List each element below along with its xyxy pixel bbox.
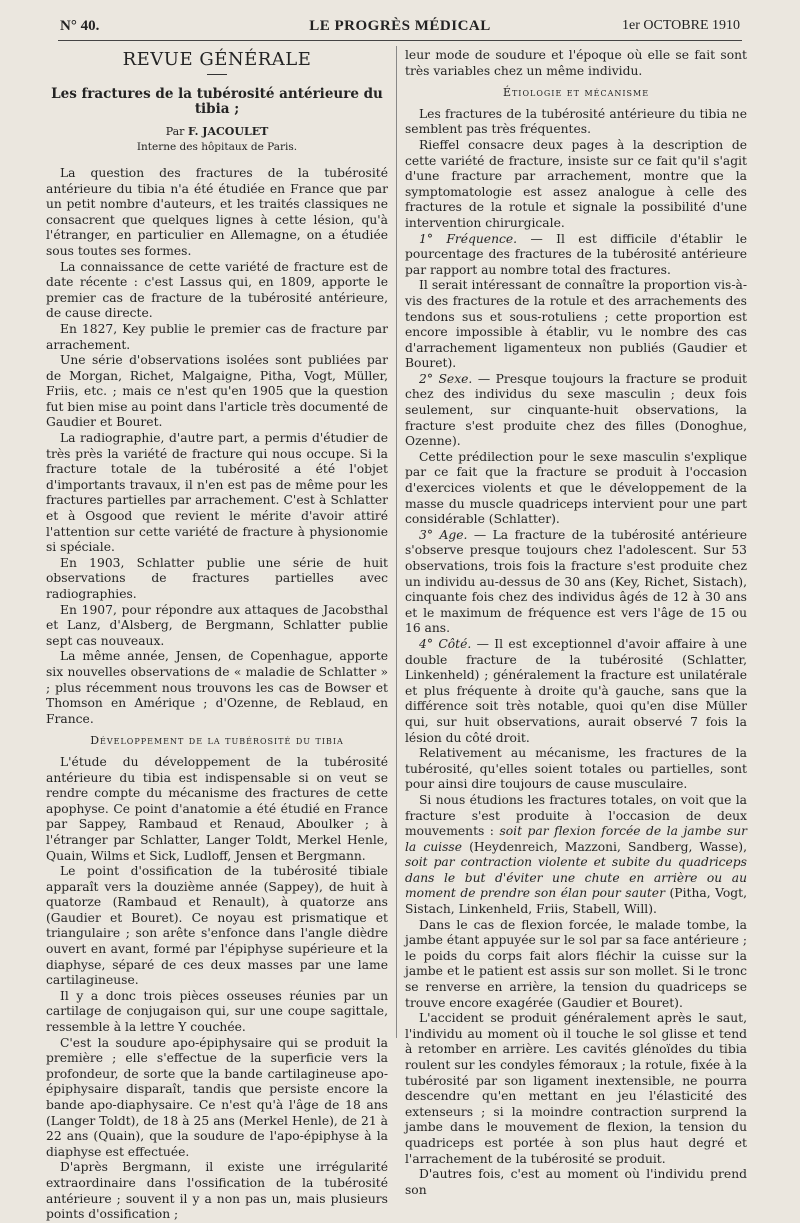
paragraph: Le point d'ossification de la tubérosité tibiale apparaît vers la douzième année (Sappey), de huit à quatorze (Rambaud et Renault), à quatorze ans (Gaudier et Bouret). Ce noyau est prismatique et triangulaire ; son arête s'enfonce dans l'angle dièdre ouvert en avant, formé par l'épiphyse supérieure et la diaphyse, séparé de ces deux masses par une lame cartilagineuse. (46, 864, 388, 988)
rubric-title: REVUE GÉNÉRALE (122, 49, 312, 70)
section-heading: Étiologie et mécanisme (502, 86, 650, 100)
paragraph: L'étude du développement de la tubérosité antérieure du tibia est indispensable si on veut se rendre compte du mécanisme des fractures de cette apophyse. Ce point d'anatomie a été étudié en France par Sappey, Rambaud et Renaud, Aboulker ; à l'étranger par Schlatter, Langer Toldt, Merkel Henle, Quain, Wilms et Sick, Ludloff, Jensen et Bergmann. (46, 754, 388, 863)
paragraph: Il serait intéressant de connaître la proportion vis-à-vis des fractures de la rotule et des arrachements des tendons sus et sous-rotuliens ; cette proportion est encore impossible à établir, vu le nombre des cas d'arrachement ligamenteux non publiés (Gaudier et Bouret). (405, 278, 747, 371)
paragraph-text: — La fracture de la tubérosité antérieure s'observe presque toujours chez l'adolescent. Sur 53 observations, trois fois la fracture s'est produite chez un individu au-dessus de 30 ans (Key, Richet, Sistach), cinquante fois chez des individus âgés de 12 à 30 ans et le maximum de fréquence est vers l'âge de 15 ou 16 ans. (405, 527, 747, 636)
article-title: Les fractures de la tubérosité antérieure du tibia ; (51, 85, 383, 118)
paragraph: Il y a donc trois pièces osseuses réunies par un cartilage de conjugaison qui, sur une coupe sagittale, ressemble à la lettre Y couchée. (46, 988, 388, 1035)
issue-date: 1er OCTOBRE 1910 (622, 18, 740, 33)
paragraph-age (405, 528, 747, 637)
subheading-label: 4° Côté. (419, 636, 472, 651)
paragraph-cote (405, 637, 747, 746)
paragraph-text: — Presque toujours la fracture se produit chez des individus du sexe masculin ; deux fois seulement, sur cinquante-huit observations, la fracture s'est produite chez des filles (Donoghue, Ozenne). (405, 371, 747, 449)
paragraph: La radiographie, d'autre part, a permis d'étudier de très près la variété de fracture qui nous occupe. Si la fracture totale de la tubérosité a été l'objet d'importants travaux, il n'en est pas de même pour les fractures partielles par arrachement. C'est à Schlatter et à Osgood que revient le mérite d'avoir attiré l'attention sur cette variété de fracture à physionomie si spéciale. (46, 431, 388, 555)
subheading-label: 3° Age. (419, 527, 468, 542)
paragraph: D'après Bergmann, il existe une irrégularité extraordinaire dans l'ossification de la tubérosité antérieure ; souvent il y a non pas un, mais plusieurs points d'ossification ; (46, 1160, 388, 1222)
paragraph-mechanism (405, 793, 747, 918)
paragraph-text: — Il est exceptionnel d'avoir affaire à une double fracture de la tubérosité (Schlatter, Linkenheld) ; généralement la fracture est unilatérale et plus fréquente à droite qu'à gauche, sans que la différence soit très notable, quoi qu'en dise Müller qui, sur huit observations, aurait observé 7 fois la lésion du côté droit. (405, 636, 747, 745)
paragraph: Cette prédilection pour le sexe masculin s'explique par ce fait que la fracture se produit à l'occasion d'exercices violents et que le développement de la masse du muscle quadriceps intervient pour une part considérable (Schlatter). (405, 449, 747, 527)
rubric-rule (207, 74, 227, 75)
paragraph-text: (Heydenreich, Mazzoni, Sandberg, Wasse), (462, 839, 747, 854)
paragraph: C'est la soudure apo-épiphysaire qui se produit la première ; elle s'effectue de la superficie vers la profondeur, de sorte que la bande cartilagineuse apo-épiphysaire disparaît, tandis que persiste encore la bande apo-diaphysaire. Ce n'est qu'à l'âge de 18 ans (Langer Toldt), de 18 à 25 ans (Merkel Henle), de 21 à 22 ans (Quain), que la soudure de l'apo-épiphyse à la diaphyse est effectuée. (46, 1035, 388, 1159)
issue-number: N° 40. (60, 18, 100, 34)
paragraph: La question des fractures de la tubérosité antérieure du tibia n'a été étudiée en France que par un petit nombre d'auteurs, et les traités classiques ne consacrent que quelques lignes à cette lésion, qu'à l'étranger, en particulier en Allemagne, on a étudiée sous toutes ses formes. (46, 165, 388, 258)
paragraph: La connaissance de cette variété de fracture est de date récente : c'est Lassus qui, en 1809, apporte le premier cas de fracture de la tubérosité antérieure, de cause directe. (46, 259, 388, 321)
section-heading: Développement de la tubérosité du tibia (90, 734, 344, 748)
author-line (46, 124, 388, 140)
page-header (58, 10, 742, 41)
paragraph: La même année, Jensen, de Copenhague, apporte six nouvelles observations de « maladie de Schlatter » ; plus récemment nous trouvons les cas de Bowser et Thomson en Amérique ; d'Ozenne, de Reblaud, en France. (46, 649, 388, 726)
paragraph-sexe (405, 372, 747, 450)
journal-title: LE PROGRÈS MÉDICAL (309, 18, 491, 34)
author-affiliation: Interne des hôpitaux de Paris. (136, 141, 298, 154)
column-divider (396, 46, 397, 1038)
paragraph: Relativement au mécanisme, les fractures de la tubérosité, qu'elles soient totales ou partielles, sont pour ainsi dire toujours de cause musculaire. (405, 746, 747, 792)
paragraph: Une série d'observations isolées sont publiées par de Morgan, Richet, Malgaigne, Pitha, Vogt, Müller, Friis, etc. ; mais ce n'est qu'en 1905 que la question fut bien mise au point dans l'article très documenté de Gaudier et Bouret. (46, 353, 388, 430)
author-name: F. JACOULET (187, 124, 269, 138)
paragraph: L'accident se produit généralement après le saut, l'individu au moment où il touche le sol glisse et tend à retomber en arrière. Les cavités glénoïdes du tibia roulent sur les condyles fémoraux ; la rotule, fixée à la tubérosité par son ligament inextensible, ne pourra descendre qu'en mettant en jeu l'élasticité des extenseurs ; si la moindre contraction surprend la jambe dans le mouvement de flexion, la tension du quadriceps est portée à son plus haut degré et l'arrachement de la tubérosité se produit. (405, 1011, 747, 1166)
paragraph: Dans le cas de flexion forcée, le malade tombe, la jambe étant appuyée sur le sol par sa face antérieure ; le poids du corps fait alors fléchir la cuisse sur la jambe et le patient est assis sur son mollet. Si le tronc se renverse en arrière, la tension du quadriceps se trouve encore exagérée (Gaudier et Bouret). (405, 917, 747, 1010)
paragraph: En 1903, Schlatter publie une série de huit observations de fractures partielles avec radiographies. (46, 555, 388, 601)
paragraph: En 1907, pour répondre aux attaques de Jacobsthal et Lanz, d'Alsberg, de Bergmann, Schlatter publie sept cas nouveaux. (46, 602, 388, 648)
paragraph: D'autres fois, c'est au moment où l'individu prend son (405, 1167, 747, 1197)
italic-text: soit par flexion forcée de la jambe sur la cuisse (405, 824, 747, 854)
subheading-label: 2° Sexe. (419, 371, 473, 386)
paragraph-text: — Il est difficile d'établir le pourcentage des fractures de la tubérosité antérieure par rapport au nombre total des fractures. (405, 231, 748, 277)
author-prefix: Par (165, 124, 185, 138)
italic-text: soit par contraction violente et subite du quadriceps dans le but d'éviter une chute en arrière ou au moment de prendre son élan pour sauter (405, 855, 747, 901)
paragraph: Rieffel consacre deux pages à la description de cette variété de fracture, insiste sur ce fait qu'il s'agit d'une fracture par arrachement, montre que la symptomatologie est assez analogue à celle des fractures de la rotule et signale la possibilité d'une intervention chirurgicale. (405, 137, 747, 230)
paragraph: En 1827, Key publie le premier cas de fracture par arrachement. (46, 321, 388, 352)
right-column (405, 48, 747, 1198)
paragraph-frequence (405, 232, 747, 279)
left-column (46, 48, 388, 1223)
paragraph-text: Si nous étudions les fractures totales, on voit que la fracture s'est produite à l'occasion de deux mouvements : (405, 792, 747, 839)
subheading-label: 1° Fréquence. (419, 231, 518, 246)
paragraph-text: (Pitha, Vogt, Sistach, Linkenheld, Friis, Stabell, Will). (405, 886, 747, 917)
paragraph-continuation: leur mode de soudure et l'époque où elle se fait sont très variables chez un même individu. (405, 48, 747, 78)
paragraph: Les fractures de la tubérosité antérieure du tibia ne semblent pas très fréquentes. (405, 106, 747, 137)
